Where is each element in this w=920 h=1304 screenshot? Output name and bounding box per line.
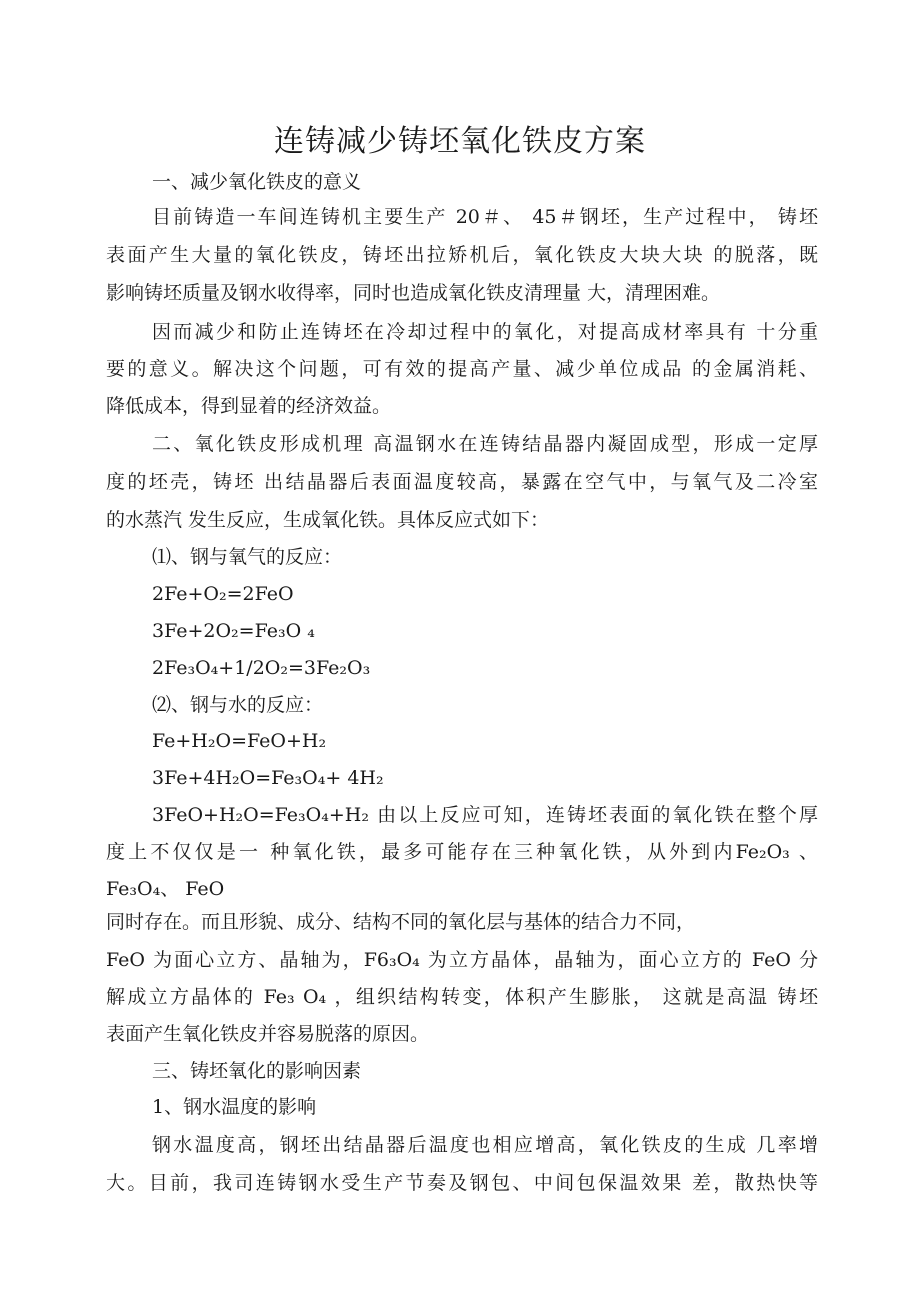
section-heading-2: 二、氧化铁皮形成机理 高温钢水在连铸结晶器内凝固成型，形成一定厚 (152, 433, 818, 455)
paragraph-line: 目前铸造一车间连铸机主要生产 20＃、 45＃钢坯，生产过程中， 铸坯 (152, 206, 818, 228)
reaction-formula: 2Fe₃O₄+1/2O₂=3Fe₂O₃ (152, 657, 371, 679)
subsection-heading: 1、钢水温度的影响 (152, 1096, 317, 1118)
section-heading-3: 三、铸坯氧化的影响因素 (152, 1060, 362, 1082)
paragraph-line: 表面产生氧化铁皮并容易脱落的原因。 (106, 1023, 430, 1045)
reaction-formula: Fe+H₂O=FeO+H₂ (152, 730, 327, 752)
document-title: 连铸减少铸坯氧化铁皮方案 (274, 124, 646, 159)
reaction-heading: ⑵、钢与水的反应： (152, 694, 324, 716)
paragraph-line: 解成立方晶体的 Fe₃ O₄ ，组织结构转变，体积产生膨胀， 这就是高温 铸坯 (106, 986, 818, 1008)
reaction-formula: 3Fe+2O₂=Fe₃O ₄ (152, 620, 315, 642)
paragraph-line: 影响铸坯质量及钢水收得率，同时也造成氧化铁皮清理量 大，清理困难。 (106, 282, 721, 304)
paragraph-line: 度的坯壳，铸坯 出结晶器后表面温度较高，暴露在空气中，与氧气及二冷室 (106, 471, 818, 493)
paragraph-line: 同时存在。而且形貌、成分、结构不同的氧化层与基体的结合力不同， (106, 911, 696, 933)
reaction-formula: 3Fe+4H₂O=Fe₃O₄+ 4H₂ (152, 767, 384, 789)
reaction-heading: ⑴、钢与氧气的反应： (152, 546, 343, 568)
paragraph-line: 降低成本，得到显着的经济效益。 (106, 395, 392, 417)
paragraph-line: 要的意义。解决这个问题，可有效的提高产量、减少单位成品 的金属消耗、 (106, 358, 818, 380)
paragraph-line: 的水蒸汽 发生反应，生成氧化铁。具体反应式如下： (106, 509, 550, 531)
paragraph-line: 因而减少和防止连铸坯在冷却过程中的氧化，对提高成材率具有 十分重 (152, 321, 818, 343)
paragraph-line: 钢水温度高，钢坯出结晶器后温度也相应增高，氧化铁皮的生成 几率增 (152, 1134, 818, 1156)
paragraph-line: 大。目前，我司连铸钢水受生产节奏及钢包、中间包保温效果 差，散热快等 (106, 1172, 818, 1194)
paragraph-line: FeO 为面心立方、晶轴为，F6₃O₄ 为立方晶体，晶轴为，面心立方的 FeO 分 (106, 949, 818, 971)
reaction-formula: 2Fe+O₂=2FeO (152, 583, 294, 605)
paragraph-line: 度上不仅仅是一 种氧化铁，最多可能存在三种氧化铁，从外到内Fe₂O₃ 、 (106, 841, 818, 863)
paragraph-line: Fe₃O₄、 FeO (106, 878, 225, 900)
section-heading-1: 一、减少氧化铁皮的意义 (152, 171, 362, 193)
paragraph-line: 3FeO+H₂O=Fe₃O₄+H₂ 由以上反应可知，连铸坯表面的氧化铁在整个厚 (152, 804, 818, 826)
paragraph-line: 表面产生大量的氧化铁皮，铸坯出拉矫机后，氧化铁皮大块大块 的脱落，既 (106, 244, 818, 266)
